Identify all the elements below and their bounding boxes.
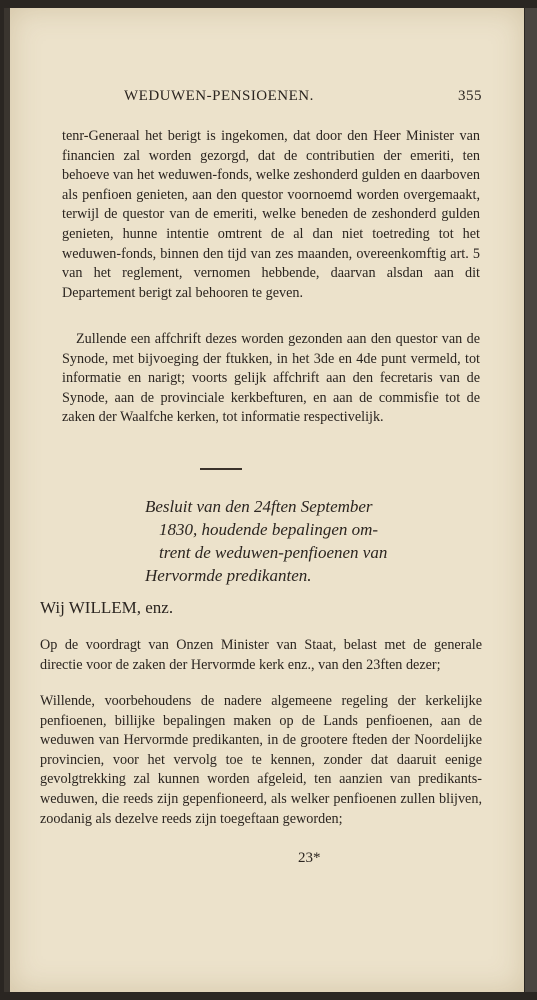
besluit-heading xyxy=(145,495,420,587)
running-header xyxy=(62,88,482,110)
paragraph-3: Op de voordragt van Onzen Minister van Staat, belast met de generale directie voor de zaken der Hervormde kerk enz., van den 23ften dezer; xyxy=(40,637,482,673)
page-number: 355 xyxy=(458,88,482,104)
section-divider xyxy=(200,468,242,470)
besluit-line-3: trent de weduwen-penfioenen van xyxy=(159,543,388,562)
besluit-line-1: Besluit van den 24ften September xyxy=(145,497,373,516)
besluit-line-4: Hervormde predikanten. xyxy=(145,566,312,585)
book-edge-right xyxy=(525,8,537,992)
paragraph-2: Zullende een affchrift dezes worden gezonden aan den questor van de Synode, met bijvoeging der ftukken, in het 3de en 4de punt vermeld, tot informatie en narigt; voorts gelijk affchrift aan den fecretaris van de Synode, aan de provinciale kerkbefturen, en aan de commisfie tot de zaken der Waalfche kerken, tot informatie respectivelijk. xyxy=(62,331,480,426)
paragraph-4: Willende, voorbehoudens de nadere algemeene regeling der kerkelijke penfioenen, billijke bepalingen maken op de Lands penfioenen, aan de weduwen van Hervormde predikanten, in de grootere fteden der Noordelijke provincien, voor het vervolg toe te kennen, zonder dat daaruit eenige gevolgtrekking zal kunnen worden afgeleid, ten aanzien van predikants-weduwen, die reeds zijn gepenfioneerd, als welker penfioenen zullen blijven, zoodanig als dezelve reeds zijn toegeftaan geworden; xyxy=(40,693,482,827)
wij-willem-heading: Wij WILLEM, enz. xyxy=(40,598,174,617)
signature-mark: 23* xyxy=(298,850,321,866)
besluit-line-2: 1830, houdende bepalingen om- xyxy=(159,520,379,539)
paragraph-1: tenr-Generaal het berigt is ingekomen, dat door den Heer Minister van financien zal worden gezorgd, dat de contributien der emeriti, ten behoeve van het weduwen-fonds, welke zeshonderd gulden en daarboven als penfioen genieten, aan den questor voornoemd worden overgemaakt, terwijl de questor van de emeriti, welke beneden de zeshonderd gulden genieten, hunne intentie omtrent de al dan niet toetreding tot het weduwen-fonds, binnen den tijd van zes maanden, overeenkomftig art. 5 van het reglement, vernomen hebbende, daarvan alsdan aan dit Departement berigt zal behooren te geven. xyxy=(62,128,480,301)
running-title: WEDUWEN-PENSIOENEN. xyxy=(124,88,314,104)
